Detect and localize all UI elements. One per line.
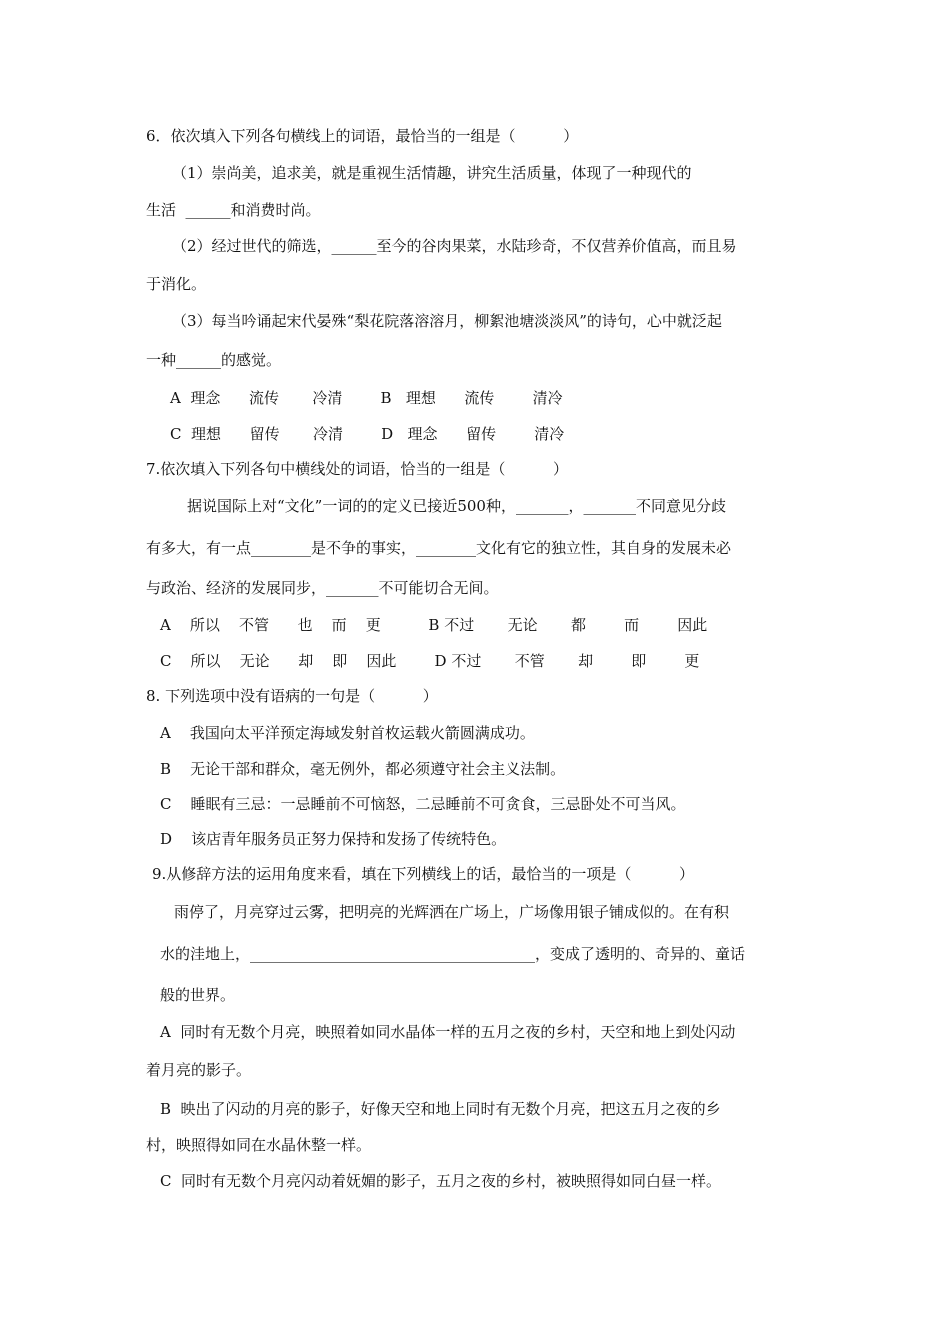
q9-stem: 9.从修辞方法的运用角度来看，填在下列横线上的话，最恰当的一项是（ ） — [152, 865, 694, 883]
q9-passage-line2: 水的洼地上，______________________________________，变成了透明的、奇异的、童话 — [160, 945, 746, 963]
q7-passage-line1: 据说国际上对“文化”一词的的定义已接近500种，_______，_______不同意见分歧 — [187, 497, 726, 515]
q9-passage-line3: 般的世界。 — [160, 986, 236, 1004]
q6-options-cd: C 理想 留传 冷清 D 理念 留传 清冷 — [170, 425, 565, 443]
q7-stem: 7.依次填入下列各句中横线处的词语，恰当的一组是（ ） — [146, 460, 568, 478]
q8-stem: 8. 下列选项中没有语病的一句是（ ） — [146, 687, 438, 705]
q6-sentence3-line2: 一种______的感觉。 — [146, 351, 282, 369]
q9-option-a-line2: 着月亮的影子。 — [146, 1061, 252, 1079]
q8-option-a: A 我国向太平洋预定海域发射首枚运载火箭圆满成功。 — [160, 724, 535, 742]
q9-option-a-line1: A 同时有无数个月亮，映照着如同水晶体一样的五月之夜的乡村，天空和地上到处闪动 — [160, 1023, 736, 1041]
q6-sentence3-line1: （3）每当吟诵起宋代晏殊“梨花院落溶溶月，柳絮池塘淡淡风”的诗句，心中就泛起 — [172, 312, 722, 330]
q9-option-b-line2: 村，映照得如同在水晶休整一样。 — [146, 1136, 372, 1154]
q8-option-d: D 该店青年服务员正努力保持和发扬了传统特色。 — [160, 830, 507, 848]
q6-options-ab: A 理念 流传 冷清 B 理想 流传 清冷 — [170, 389, 563, 407]
q6-stem: 6．依次填入下列各句横线上的词语，最恰当的一组是（ ） — [146, 127, 579, 145]
q6-sentence1-line2: 生活 ______和消费时尚。 — [146, 201, 321, 219]
q7-options-cd: C 所以 无论 却 即 因此 D 不过 不管 却 即 更 — [160, 652, 700, 670]
q8-option-b: B 无论干部和群众，毫无例外，都必须遵守社会主义法制。 — [160, 760, 566, 778]
q6-sentence1-line1: （1）崇尚美，追求美，就是重视生活情趣，讲究生活质量，体现了一种现代的 — [172, 164, 692, 182]
q9-option-c: C 同时有无数个月亮闪动着妩媚的影子，五月之夜的乡村，被映照得如同白昼一样。 — [160, 1172, 722, 1190]
q7-passage-line2: 有多大，有一点________是不争的事实，________文化有它的独立性，其自身的发展未必 — [146, 539, 732, 557]
q9-option-b-line1: B 映出了闪动的月亮的影子，好像天空和地上同时有无数个月亮，把这五月之夜的乡 — [160, 1100, 721, 1118]
q9-passage-line1: 雨停了，月亮穿过云雾，把明亮的光辉洒在广场上，广场像用银子铺成似的。在有积 — [174, 903, 730, 921]
q6-sentence2-line1: （2）经过世代的筛选，______至今的谷肉果菜，水陆珍奇，不仅营养价值高，而且易 — [172, 237, 737, 255]
q8-option-c: C 睡眠有三忌：一忌睡前不可恼怒，二忌睡前不可贪食，三忌卧处不可当风。 — [160, 795, 686, 813]
q7-passage-line3: 与政治、经济的发展同步，_______不可能切合无间。 — [146, 579, 499, 597]
q7-options-ab: A 所以 不管 也 而 更 B 不过 无论 都 而 因此 — [160, 616, 708, 634]
q6-sentence2-line2: 于消化。 — [146, 275, 207, 293]
